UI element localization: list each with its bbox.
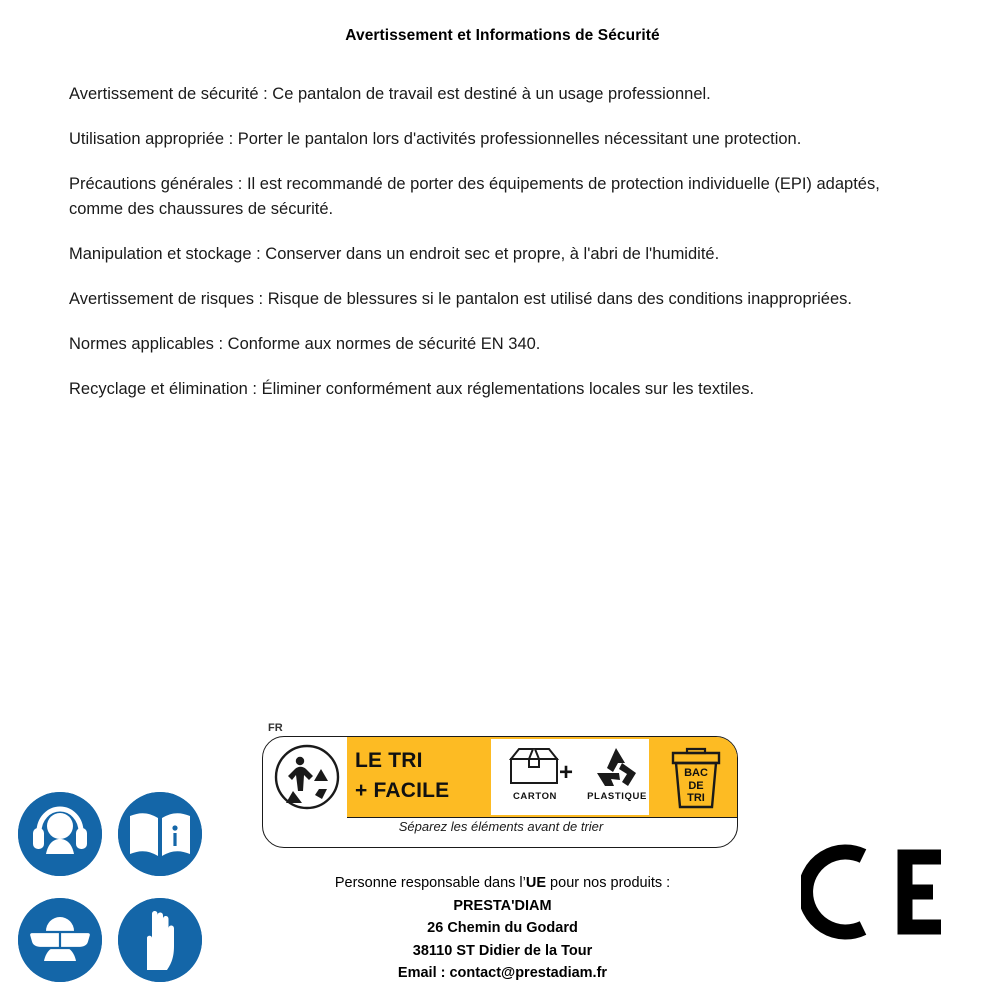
bin-area: [649, 739, 738, 817]
carton-caption: CARTON: [512, 791, 558, 802]
company-street: 26 Chemin du Godard: [427, 920, 578, 936]
plastic-recycle-icon: [587, 743, 645, 789]
intro-suffix: pour nos produits :: [546, 875, 671, 891]
ce-marking: [801, 840, 957, 944]
recycling-label-box: [262, 736, 738, 848]
recycling-footer-text: Séparez les éléments avant de trier: [398, 819, 604, 834]
carton-box-icon: [505, 743, 563, 789]
bin-label-line1: BAC: [684, 767, 708, 779]
page-title: Avertissement et Informations de Sécurité: [345, 27, 660, 44]
intro-prefix: Personne responsable dans l’: [334, 875, 526, 891]
recycling-items-panel: [491, 739, 663, 815]
safety-information-text: [69, 82, 937, 422]
recycling-heading-line2: + FACILE: [355, 779, 450, 802]
bin-label: [671, 767, 721, 805]
company-email: Email : contact@prestadiam.fr: [397, 965, 608, 981]
paragraph-applicable-standards: Normes applicables : Conforme aux normes de sécurité EN 340.: [69, 335, 541, 353]
triman-icon: [267, 739, 347, 817]
company-name: PRESTA'DIAM: [453, 897, 552, 914]
paragraph-recycling-disposal: Recyclage et élimination : Éliminer conformément aux réglementations locales sur les textiles.: [69, 380, 755, 398]
recycling-heading: [355, 746, 491, 806]
intro-ue: UE: [525, 875, 547, 891]
language-tag: FR: [268, 722, 283, 734]
paragraph-safety-warning: Avertissement de sécurité : Ce pantalon de travail est destiné à un usage professionnel.: [69, 85, 711, 103]
plastique-caption: PLASTIQUE: [587, 791, 647, 802]
recycling-label: [262, 722, 740, 850]
bin-label-line2: DE: [688, 779, 704, 792]
plus-icon: +: [559, 759, 574, 786]
recycling-heading-line1: LE TRI: [355, 749, 423, 772]
ear-protection-icon: [18, 792, 102, 876]
bin-label-line3: TRI: [687, 792, 705, 804]
read-instructions-icon: [118, 792, 202, 876]
paragraph-risk-warning: Avertissement de risques : Risque de blessures si le pantalon est utilisé dans des conditions inappropriées.: [69, 290, 852, 308]
paragraph-general-precautions: Précautions générales : Il est recommandé de porter des équipements de protection individuelle (EPI) adaptés, comme des chaussures de sécurité.: [69, 175, 880, 218]
paragraph-proper-use: Utilisation appropriée : Porter le pantalon lors d'activités professionnelles nécessitant une protection.: [69, 130, 802, 148]
company-city: 38110 ST Didier de la Tour: [412, 942, 593, 959]
paragraph-handling-storage: Manipulation et stockage : Conserver dans un endroit sec et propre, à l'abri de l'humidité.: [69, 245, 720, 263]
